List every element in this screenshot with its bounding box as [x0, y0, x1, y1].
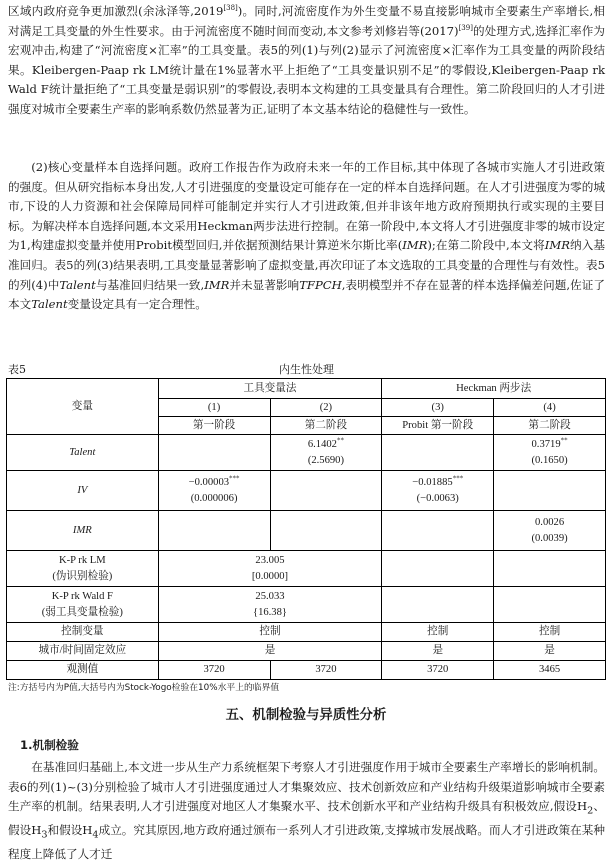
imr-term: IMR — [204, 277, 230, 292]
cell-imr-4: 0.0026 (0.0039) — [494, 511, 606, 551]
talent-term: Talent — [59, 277, 96, 292]
table-row-observations — [7, 661, 606, 680]
cell-empty — [382, 435, 494, 471]
cell-talent-2: 6.1402** (2.5690) — [270, 435, 382, 471]
cell-controls-4: 控制 — [494, 623, 606, 642]
cell-empty — [382, 511, 494, 551]
cell-obs-4: 3465 — [494, 661, 606, 680]
row-label-fe: 城市/时间固定效应 — [7, 642, 159, 661]
header-iv-method: 工具变量法 — [158, 379, 382, 399]
table-title: 内生性处理 — [279, 363, 334, 376]
col-number: (1) — [158, 399, 270, 417]
cell-fe-3: 是 — [382, 642, 494, 661]
p2-text-d: 与基准回归结果一致, — [95, 277, 205, 292]
cell-empty — [158, 435, 270, 471]
paragraph-self-selection — [8, 158, 605, 315]
paragraph-mechanism — [8, 758, 605, 865]
table-note: 注:方括号内为P值,大括号内为Stock-Yogo检验在10%水平上的临界值 — [8, 683, 280, 693]
cell-empty — [494, 587, 606, 623]
p3-text-d: 成立。究其原因,地方政府通过颁布一系列人才引进政策,支撑城市发展战略。而人才引进政策在某种程度上降低了人才迁 — [8, 823, 605, 861]
col-stage: 第二阶段 — [494, 417, 606, 435]
table-row-imr — [7, 511, 606, 551]
cell-talent-4: 0.3719** (0.1650) — [494, 435, 606, 471]
cell-obs-1: 3720 — [158, 661, 270, 680]
table-row-iv — [7, 471, 606, 511]
p3-text-b: 、假设H — [8, 799, 605, 838]
cell-kp-wald: 25.033 {16.38} — [158, 587, 382, 623]
table-number: 表5 — [8, 363, 26, 376]
hyp-subscript: 2 — [587, 805, 594, 817]
p2-text-g: 变量设定具有一定合理性。 — [67, 297, 207, 312]
col-number: (2) — [270, 399, 382, 417]
subsection-title: 1.机制检验 — [20, 738, 79, 752]
hyp-subscript: 4 — [92, 829, 99, 841]
cell-kp-lm: 23.005 [0.0000] — [158, 551, 382, 587]
row-label-iv: IV — [7, 471, 159, 511]
header-heckman: Heckman 两步法 — [382, 379, 606, 399]
row-label-obs: 观测值 — [7, 661, 159, 680]
cell-controls-3: 控制 — [382, 623, 494, 642]
col-stage: Probit 第一阶段 — [382, 417, 494, 435]
table-row-talent — [7, 435, 606, 471]
p2-text-c: 纳入基准回归。表5的列(3)结果表明,工具变量显著影响了虚拟变量,再次印证了本文选取的工具变量的合理性与有效性。表5的列(4)中 — [8, 238, 605, 292]
col-number: (3) — [382, 399, 494, 417]
table-row-kp-lm — [7, 551, 606, 587]
endogeneity-table — [6, 378, 606, 680]
p1-text-b: )。同时,河流密度作为外生变量不易直接影响城市 — [237, 4, 495, 18]
row-label-talent: Talent — [7, 435, 159, 471]
row-label-kp-wald: K-P rk Wald F (弱工具变量检验) — [7, 587, 159, 623]
cell-obs-3: 3720 — [382, 661, 494, 680]
p1-text-d: 刘修岩等(2017) — [373, 23, 459, 38]
p2-text-f: ,表明模型并不存在显著的样本选择偏差问题,佐证了本文 — [8, 277, 605, 312]
table-caption — [8, 361, 605, 377]
cell-empty — [382, 587, 494, 623]
cell-fe-12: 是 — [158, 642, 382, 661]
table-row-fixed-effects — [7, 642, 606, 661]
row-label-controls: 控制变量 — [7, 623, 159, 642]
imr-term: IMR — [402, 238, 428, 253]
table-row-kp-wald — [7, 587, 606, 623]
col-number: (4) — [494, 399, 606, 417]
p1-text-c: 全要素生产率增长,相对满足工具变量的外生性要求。由于河流密度不随时间而变动,本文参考 — [8, 4, 606, 38]
citation-38: [38] — [223, 4, 238, 13]
citation-39: [39] — [458, 23, 473, 32]
p3-text-c: 和假设H — [47, 823, 93, 838]
col-stage: 第一阶段 — [158, 417, 270, 435]
cell-iv-1: −0.00003*** (0.000006) — [158, 471, 270, 511]
cell-empty — [382, 551, 494, 587]
p1-text-f: 量。表5的列(1)与列(2)显示了河流密度×汇率作为工具变量的两阶段结果。Kleibergen-Paap rk LM统计量在1%显著水平上拒绝了“工具变量识别不足”的零假设,Kleibergen-Paap rk Wald F统计量拒绝了“工具变量是弱识别”的零假设,表明本文构建的工具变量具有合理性。第二阶段回归的人才引进强度对城市全要素生产率的影响系数仍然显著为正,证明了本文基本结论的稳健性与一致性。 — [8, 43, 605, 116]
cell-empty — [494, 551, 606, 587]
p2-text-a: (2)核心变量样本自选择问题。政府工作报告作为政府未来一年的工作目标,其中体现了各城市实施人才引进政策的强度。但从研究指标本身出发,人才引进强度的变量设定可能存在一定的样本自选择问题。在人才引进强度为零的城市,下设的人力资源和社会保障局同样可能制定并实行人才引进政策,但并非该年地方政府预期执行或实现的主要目标。为解决样本自选择问题,本文采用Heckman两步法进行控制。在第一阶段中,本文将人才引进强度非零的城市设定为1,构建虚拟变量并使用Probit模型回归,并依据预测结果计算逆米尔斯比率( — [8, 160, 605, 253]
talent-term: Talent — [31, 297, 68, 312]
row-label-imr: IMR — [7, 511, 159, 551]
imr-term: IMR — [544, 238, 570, 253]
p1-text-a: 区域内政府竞争更加激烈(余泳泽等,2019 — [8, 4, 224, 18]
p1-text-e: 的处理方式,选择汇率作为宏观冲击,构建了“河流密度×汇率”的工具变 — [8, 23, 605, 58]
tfpch-term: TFPCH — [299, 277, 342, 292]
p2-text-b: );在第二阶段中,本文将 — [427, 238, 545, 253]
cell-iv-3: −0.01885*** (−0.0063) — [382, 471, 494, 511]
cell-empty — [158, 511, 270, 551]
p2-text-e: 并未显著影响 — [229, 277, 300, 292]
header-variable: 变量 — [7, 379, 159, 435]
section-title: 五、机制检验与异质性分析 — [225, 708, 387, 723]
cell-fe-4: 是 — [494, 642, 606, 661]
table-row-controls — [7, 623, 606, 642]
col-stage: 第二阶段 — [270, 417, 382, 435]
p3-text-a: 在基准回归基础上,本文进一步从生产力系统框架下考察人才引进强度作用于城市全要素生产率增长的影响机制。表6的列(1)~(3)分别检验了城市人才引进强度通过人才集聚效应、技术创新效应和产业结构升级渠道影响城市全要素生产率的机制。结果表明,人才引进强度对地区人才集聚水平、技术创新水平和产业结构升级具有积极效应,假设H — [8, 760, 605, 814]
paragraph-iv-method — [8, 2, 605, 120]
cell-empty — [494, 471, 606, 511]
cell-controls-12: 控制 — [158, 623, 382, 642]
cell-empty — [270, 471, 382, 511]
cell-obs-2: 3720 — [270, 661, 382, 680]
hyp-subscript: 3 — [41, 829, 48, 841]
cell-empty — [270, 511, 382, 551]
row-label-kp-lm: K-P rk LM (伪识别检验) — [7, 551, 159, 587]
